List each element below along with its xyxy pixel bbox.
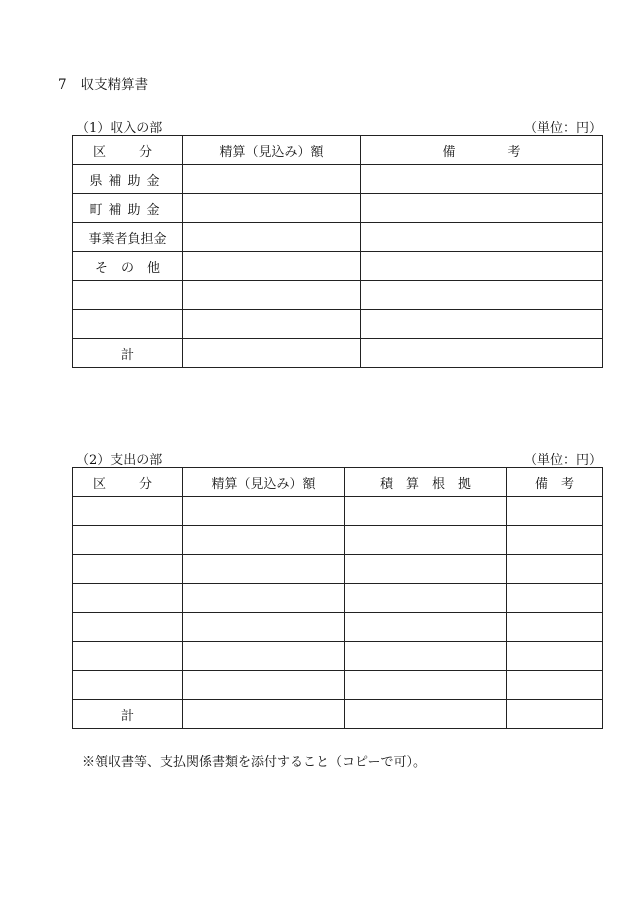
expense-total-amount-cell[interactable]	[183, 700, 345, 729]
document-heading	[58, 73, 148, 93]
expense-row	[73, 642, 603, 671]
expense-unit-label: （単位：円）	[523, 453, 602, 468]
expense-basis-cell[interactable]	[345, 584, 507, 613]
expense-row	[73, 584, 603, 613]
expense-row-label[interactable]	[73, 613, 183, 642]
income-remarks-cell[interactable]	[361, 252, 603, 281]
expense-row-label[interactable]	[73, 642, 183, 671]
heading-title: 収支精算書	[80, 77, 149, 93]
income-row	[73, 281, 603, 310]
income-total-label: 計	[73, 339, 183, 368]
heading-number: 7	[58, 77, 67, 93]
expense-header-basis: 積 算 根 拠	[345, 468, 507, 497]
expense-total-label: 計	[73, 700, 183, 729]
expense-row-label[interactable]	[73, 671, 183, 700]
expense-row-label[interactable]	[73, 497, 183, 526]
income-row	[73, 194, 603, 223]
income-amount-cell[interactable]	[183, 252, 361, 281]
expense-amount-cell[interactable]	[183, 642, 345, 671]
income-row-label[interactable]	[73, 310, 183, 339]
income-remarks-cell[interactable]	[361, 223, 603, 252]
expense-section-title: （2）支出の部	[76, 453, 163, 468]
attachment-note: ※領収書等、支払関係書類を添付すること（コピーで可）。	[82, 755, 426, 770]
income-remarks-cell[interactable]	[361, 281, 603, 310]
expense-basis-cell[interactable]	[345, 613, 507, 642]
income-header-category: 区 分	[73, 136, 183, 165]
income-amount-cell[interactable]	[183, 310, 361, 339]
expense-row	[73, 526, 603, 555]
expense-amount-cell[interactable]	[183, 555, 345, 584]
expense-remarks-cell[interactable]	[507, 555, 603, 584]
income-total-remarks-cell[interactable]	[361, 339, 603, 368]
expense-total-remarks-cell[interactable]	[507, 700, 603, 729]
income-total-amount-cell[interactable]	[183, 339, 361, 368]
income-row-label[interactable]	[73, 281, 183, 310]
income-section-title: （1）収入の部	[76, 121, 163, 136]
expense-basis-cell[interactable]	[345, 526, 507, 555]
income-unit-label: （単位：円）	[523, 121, 602, 136]
expense-remarks-cell[interactable]	[507, 584, 603, 613]
expense-row	[73, 497, 603, 526]
expense-header-amount: 精算（見込み）額	[183, 468, 345, 497]
income-row-label: 町補助金	[73, 194, 183, 223]
expense-basis-cell[interactable]	[345, 555, 507, 584]
income-amount-cell[interactable]	[183, 223, 361, 252]
expense-total-row	[73, 700, 603, 729]
income-amount-cell[interactable]	[183, 165, 361, 194]
income-header-amount: 精算（見込み）額	[183, 136, 361, 165]
expense-amount-cell[interactable]	[183, 613, 345, 642]
income-row	[73, 165, 603, 194]
expense-table	[72, 467, 603, 729]
expense-basis-cell[interactable]	[345, 671, 507, 700]
income-amount-cell[interactable]	[183, 281, 361, 310]
income-amount-cell[interactable]	[183, 194, 361, 223]
income-row	[73, 252, 603, 281]
expense-row	[73, 613, 603, 642]
income-header-row	[73, 136, 603, 165]
expense-amount-cell[interactable]	[183, 497, 345, 526]
income-row-label: 事業者負担金	[73, 223, 183, 252]
expense-header-row	[73, 468, 603, 497]
expense-remarks-cell[interactable]	[507, 642, 603, 671]
expense-row-label[interactable]	[73, 555, 183, 584]
income-row	[73, 223, 603, 252]
expense-amount-cell[interactable]	[183, 671, 345, 700]
income-remarks-cell[interactable]	[361, 194, 603, 223]
income-header-remarks: 備 考	[361, 136, 603, 165]
expense-header-category: 区 分	[73, 468, 183, 497]
expense-basis-cell[interactable]	[345, 642, 507, 671]
expense-row-label[interactable]	[73, 526, 183, 555]
expense-amount-cell[interactable]	[183, 526, 345, 555]
expense-basis-cell[interactable]	[345, 497, 507, 526]
expense-row	[73, 671, 603, 700]
expense-row-label[interactable]	[73, 584, 183, 613]
income-remarks-cell[interactable]	[361, 165, 603, 194]
income-table	[72, 135, 603, 368]
expense-header-remarks: 備 考	[507, 468, 603, 497]
income-remarks-cell[interactable]	[361, 310, 603, 339]
expense-amount-cell[interactable]	[183, 584, 345, 613]
expense-row	[73, 555, 603, 584]
expense-remarks-cell[interactable]	[507, 613, 603, 642]
income-row-label: 県補助金	[73, 165, 183, 194]
income-row-label: そ の 他	[73, 252, 183, 281]
expense-remarks-cell[interactable]	[507, 526, 603, 555]
income-row	[73, 310, 603, 339]
expense-total-basis-cell[interactable]	[345, 700, 507, 729]
expense-remarks-cell[interactable]	[507, 497, 603, 526]
income-total-row	[73, 339, 603, 368]
expense-remarks-cell[interactable]	[507, 671, 603, 700]
